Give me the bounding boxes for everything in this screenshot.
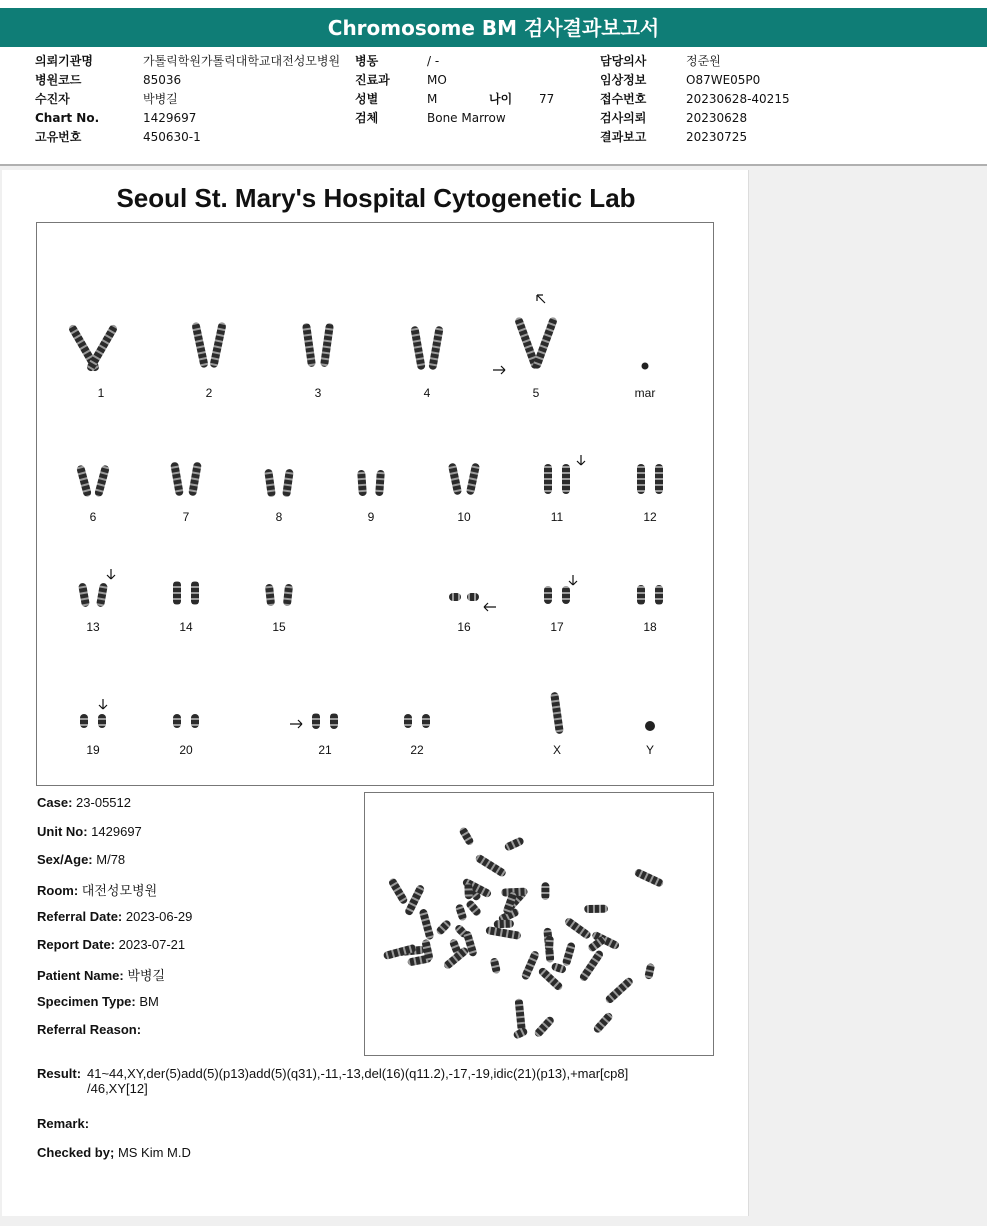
ward-label: 병동 (355, 54, 379, 68)
karyotype-label: 16 (457, 620, 471, 634)
chromosome (410, 326, 426, 371)
result-text (87, 1066, 747, 1096)
chromosome (173, 581, 181, 605)
unit-no-label: Unit No: (37, 824, 88, 839)
report-date-label: Report Date: (37, 937, 116, 952)
chromosome (209, 322, 226, 369)
chromosome (637, 585, 645, 605)
chromosome (655, 464, 663, 494)
chromosome (330, 713, 338, 729)
chromosome (422, 714, 430, 728)
unique-no-value: 450630-1 (143, 130, 201, 144)
chromosome (283, 584, 293, 607)
chromosome (191, 322, 208, 369)
chromosome (86, 323, 119, 372)
header-column-1 (35, 52, 340, 147)
chromosome (320, 323, 334, 368)
chromosome (467, 593, 479, 601)
chromosome (404, 714, 412, 728)
karyotype-panel (36, 222, 714, 786)
result-line-1: 41~44,XY,der(5)add(5)(p13)add(5)(q31),-11,-13,del(16)(q11.2),-17,-19,idic(21)(p13),+mar[cp8] (87, 1066, 629, 1081)
result-line-2: /46,XY[12] (87, 1081, 148, 1096)
report-date-value: 2023-07-21 (118, 937, 186, 952)
chromosome (448, 463, 462, 496)
unit-no-line (37, 824, 142, 839)
referral-date-line (37, 909, 192, 924)
chromosome (375, 470, 385, 496)
chromosome (428, 326, 444, 371)
room-line (37, 880, 157, 899)
metaphase-chromosome (388, 877, 409, 905)
chromosome (188, 462, 202, 497)
specimen-type-line (37, 994, 159, 1009)
metaphase-chromosome (563, 916, 592, 940)
karyotype-label: 2 (205, 386, 213, 400)
sex-age-line (37, 852, 125, 867)
chromosome-x (550, 692, 564, 735)
result-label: Result: (37, 1066, 82, 1081)
chromosome (191, 714, 199, 728)
karyotype-label: 12 (643, 510, 657, 524)
case-value: 23-05512 (76, 795, 131, 810)
doctor-label: 담당의사 (600, 54, 647, 68)
chromosome (312, 713, 320, 729)
karyotype-label: 3 (314, 386, 322, 400)
report-date-label: 결과보고 (600, 130, 647, 144)
karyotype-label: 17 (550, 620, 564, 634)
report-banner: Chromosome BM 검사결과보고서 (0, 8, 987, 47)
chromosome (645, 721, 655, 731)
chromosome (98, 714, 106, 728)
department-value: MO (427, 73, 447, 87)
metaphase-chromosome (545, 935, 554, 951)
request-date-label: 검사의뢰 (600, 111, 647, 125)
metaphase-chromosome (494, 920, 514, 929)
remark-label: Remark: (37, 1116, 90, 1131)
chromosome (282, 469, 294, 498)
metaphase-chromosome (562, 942, 576, 967)
chromosome (544, 586, 552, 604)
karyotype-label: 11 (550, 510, 564, 524)
karyotype-label: X (552, 743, 562, 757)
metaphase-chromosome (634, 868, 665, 888)
patient-name-line (37, 965, 165, 984)
receipt-no-label: 접수번호 (600, 92, 647, 106)
karyotype-label: 1 (97, 386, 105, 400)
karyotype-label: 6 (89, 510, 97, 524)
checked-by-label: Checked by; (37, 1145, 115, 1160)
patient-name-value: 박병길 (127, 968, 166, 983)
arrow-icon (107, 569, 115, 579)
specimen-type-value: BM (139, 994, 159, 1009)
metaphase-chromosome (578, 949, 604, 983)
metaphase-chromosome (458, 826, 475, 846)
metaphase-chromosome (485, 926, 521, 940)
chromosome (637, 464, 645, 494)
metaphase-chromosome (455, 903, 468, 921)
specimen-type-label: Specimen Type: (37, 994, 136, 1009)
referral-date-value: 2023-06-29 (125, 909, 193, 924)
karyotype-label: 18 (643, 620, 657, 634)
doctor-value: 정준원 (686, 54, 721, 68)
report-date-value: 20230725 (686, 130, 748, 144)
referral-date-label: Referral Date: (37, 909, 123, 924)
metaphase-panel (364, 792, 714, 1056)
karyotype-label: 13 (86, 620, 100, 634)
chromosome (302, 323, 316, 368)
room-value: 대전성모병원 (81, 883, 158, 898)
karyotype-label: mar (634, 386, 656, 400)
karyotype-label: 7 (182, 510, 190, 524)
arrow-icon (484, 603, 496, 611)
metaphase-chromosome (644, 963, 655, 980)
patient-label: 수진자 (35, 92, 70, 106)
sex-age-value: M/78 (96, 852, 126, 867)
unique-no-label: 고유번호 (35, 130, 82, 144)
hospital-value: 가톨릭학원가톨릭대학교대전성모병원 (143, 54, 341, 68)
metaphase-chromosome (521, 950, 541, 981)
chromosome (265, 584, 275, 607)
chromosome (449, 593, 461, 601)
lab-title: Seoul St. Mary's Hospital Cytogenetic Lab (116, 183, 636, 213)
metaphase-chromosome (533, 1015, 555, 1038)
arrow-icons (99, 295, 585, 728)
karyotype-label: 4 (423, 386, 431, 400)
metaphase-chromosome (419, 908, 435, 940)
metaphase-chromosome (474, 853, 507, 878)
remark-line (37, 1116, 89, 1131)
header-column-2 (355, 52, 554, 128)
arrow-icon (537, 295, 545, 303)
metaphase-chromosome (464, 883, 472, 899)
specimen-value: Bone Marrow (427, 111, 506, 125)
request-date-value: 20230628 (686, 111, 748, 125)
chromosome (96, 582, 108, 607)
arrow-icon (493, 366, 505, 374)
karyotype-label: 5 (532, 386, 540, 400)
metaphase-chromosome (592, 1011, 614, 1034)
chromosome (466, 463, 480, 496)
metaphase-chromosome (604, 976, 634, 1005)
karyotype-image (37, 223, 713, 785)
chromosome (80, 714, 88, 728)
unit-no-value: 1429697 (91, 824, 142, 839)
chromosome (170, 462, 184, 497)
case-label: Case: (37, 795, 73, 810)
chromosome (562, 464, 570, 494)
karyotype-label: 22 (410, 743, 424, 757)
receipt-no-value: 20230628-40215 (686, 92, 790, 106)
karyotype-label: 15 (272, 620, 286, 634)
chromosome (562, 586, 570, 604)
chromosome (94, 465, 110, 498)
chromosome (655, 585, 663, 605)
checked-by-line (37, 1145, 191, 1160)
chart-no-label: Chart No. (35, 111, 100, 125)
chromosome (357, 470, 367, 496)
clinical-info-label: 임상정보 (600, 73, 647, 87)
arrow-icon (290, 720, 302, 728)
metaphase-chromosome (541, 882, 549, 900)
chromosome (544, 464, 552, 494)
chromosome (532, 316, 558, 369)
patient-name-label: Patient Name: (37, 968, 124, 983)
report-date-line (37, 937, 185, 952)
ward-value: / - (427, 54, 440, 68)
checked-by-value: MS Kim M.D (117, 1145, 191, 1160)
metaphase-chromosome (515, 998, 526, 1032)
chromosome-pairs (68, 316, 663, 734)
chromosome (264, 469, 276, 498)
metaphase-chromosome (503, 836, 524, 852)
arrow-icon (577, 455, 585, 465)
referral-reason-label: Referral Reason: (37, 1022, 142, 1037)
chromosome (76, 465, 92, 498)
sex-age-label: Sex/Age: (37, 852, 93, 867)
chromosome (173, 714, 181, 728)
patient-value: 박병길 (143, 92, 178, 106)
metaphase-chromosome (435, 919, 452, 936)
karyotype-label: Y (645, 743, 655, 757)
department-label: 진료과 (355, 73, 390, 87)
karyotype-label: 19 (86, 743, 100, 757)
karyotype-label: 9 (367, 510, 375, 524)
arrow-icon (569, 575, 577, 585)
metaphase-chromosome (584, 905, 608, 913)
chromosome (78, 582, 90, 607)
metaphase-image (365, 793, 713, 1055)
hospital-code-value: 85036 (143, 73, 182, 87)
room-label: Room: (37, 883, 79, 898)
age-label: 나이 (489, 92, 513, 106)
header-column-3 (600, 52, 790, 147)
arrow-icon (99, 699, 107, 709)
clinical-info-value: O87WE05P0 (686, 73, 761, 87)
chromosome (191, 581, 199, 605)
karyotype-label: 10 (457, 510, 471, 524)
specimen-label: 검체 (355, 111, 379, 125)
metaphase-chromosome (465, 899, 482, 917)
karyotype-label: 14 (179, 620, 193, 634)
metaphase-chromosome (490, 957, 501, 974)
chromosome (642, 363, 649, 370)
karyotype-label: 20 (179, 743, 193, 757)
case-line (37, 795, 131, 810)
chart-no-value: 1429697 (143, 111, 197, 125)
referral-reason-line (37, 1022, 141, 1037)
hospital-code-label: 병원코드 (35, 73, 82, 87)
sex-label: 성별 (355, 92, 379, 106)
sex-value: M (427, 92, 438, 106)
metaphase-chromosome (383, 944, 417, 960)
karyotype-label: 21 (318, 743, 332, 757)
hospital-label: 의뢰기관명 (35, 54, 93, 68)
metaphase-chromosomes (383, 826, 665, 1040)
age-value: 77 (539, 92, 555, 106)
karyotype-label: 8 (275, 510, 283, 524)
